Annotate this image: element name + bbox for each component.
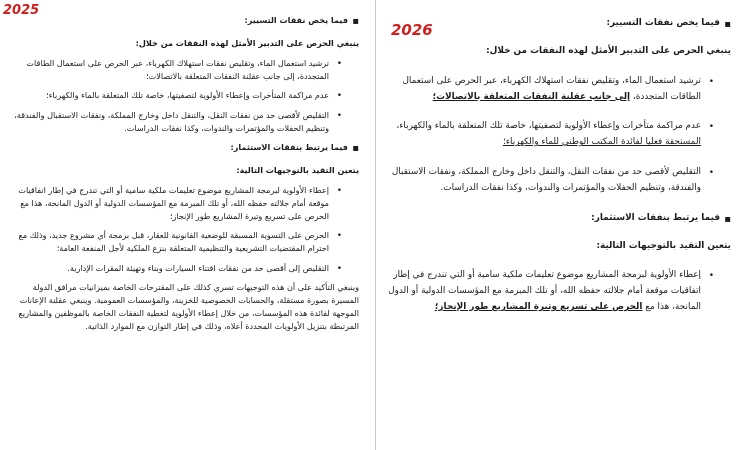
list-item <box>388 119 701 151</box>
investment-expenses-list <box>388 268 731 316</box>
added-text: الحرص على تسريع وتيرة المشاريع طور الإنجاز؛ <box>434 302 643 313</box>
investment-expenses-heading: ▪ فيما يرتبط بنفقات الاستثمار: <box>388 211 731 227</box>
year-label-2026: 2026 <box>391 21 433 39</box>
list-item: • التقليص لأقصى حد من نفقات النقل، والتنقل داخل وخارج المملكة، ونفقات الاستقبال والفندقة، وتنظيم الحفلات والمؤتمرات والندوات، وكذا نفقات الدراسات. <box>388 165 701 197</box>
investment-expenses-intro: يتعين التقيد بالتوجيهات التالية: <box>236 164 359 175</box>
investment-expenses-list <box>10 184 359 275</box>
item-text: إعطاء الأولوية لبرمجة المشاريع موضوع تعليمات ملكية سامية أو التي تندرج في إطار اتفاقيات موقعة أمام جلالته حفظه الله، أو تلك المبرمة مع المؤسسات الدولية أو الدول المانحة، هذا مع <box>388 270 701 313</box>
operating-expenses-heading: ▪ فيما يخص نفقات التسيير: <box>10 14 359 27</box>
list-item: • ترشيد استعمال الماء، وتقليص نفقات استهلاك الكهرباء، عبر الحرص على استعمال الطاقات المتجددة، إلى جانب عقلنة النفقات المتعلقة بالاتصالات؛ <box>10 57 329 83</box>
investment-expenses-heading: ▪ فيما يرتبط بنفقات الاستثمار: <box>10 141 359 154</box>
list-item: • الحرص على التسوية المسبقة للوضعية القانونية للعقار، قبل برمجة أي مشروع جديد، وذلك مع احترام المقتضيات التشريعية والتنظيمية المتعلقة بنزع الملكية لأجل المنفعة العامة؛ <box>10 229 329 255</box>
item-text: عدم مراكمة متأخرات وإعطاء الأولوية لتصفيتها، خاصة تلك المتعلقة بالماء والكهرباء، <box>396 121 701 132</box>
operating-expenses-list <box>10 57 359 135</box>
added-text: المستحقة فعليا لفائدة المكتب الوطني للماء والكهرباء؛ <box>503 137 701 148</box>
list-item: • التقليص لأقصى حد من نفقات النقل، والتنقل داخل وخارج المملكة، ونفقات الاستقبال والفندقة، وتنظيم الحفلات والمؤتمرات والندوات، وكذا نفقات الدراسات. <box>10 109 329 135</box>
document-2026 <box>380 0 745 450</box>
list-item: • عدم مراكمة المتأخرات وإعطاء الأولوية لتصفيتها، خاصة تلك المتعلقة بالماء والكهرباء؛ <box>10 89 329 102</box>
item-text: ترشيد استعمال الماء، وتقليص نفقات استهلاك الكهرباء، عبر الحرص على استعمال الطاقات المتجددة، <box>402 75 701 102</box>
list-item: • إعطاء الأولوية لبرمجة المشاريع موضوع تعليمات ملكية سامية أو التي تندرج في إطار اتفاقيات موقعة أمام جلالته حفظه الله، أو تلك المبرمة مع المؤسسات الدولية أو الدول المانحة، هذا مع الحرص على تسريع وتيرة المشاريع طور الإنجاز؛ <box>10 184 329 223</box>
list-item <box>388 268 701 316</box>
investment-expenses-intro: يتعين التقيد بالتوجيهات التالية: <box>596 240 731 251</box>
operating-expenses-intro: ينبغي الحرص على التدبير الأمثل لهذه النفقات من خلال: <box>135 38 359 49</box>
operating-expenses-heading: ▪ فيما يخص نفقات التسيير: <box>388 16 731 32</box>
list-item: • التقليص إلى أقصى حد من نفقات اقتناء السيارات وبناء وتهيئة المقرات الإدارية. <box>10 262 329 275</box>
operating-expenses-intro: ينبغي الحرص على التدبير الأمثل لهذه النفقات من خلال: <box>486 45 731 56</box>
list-item <box>388 74 701 106</box>
closing-paragraph: وينبغي التأكيد على أن هذه التوجيهات تسري كذلك على المقترحات الخاصة بميزانيات مرافق الدولة المسيرة بصورة مستقلة، والحسابات الخصوصية للخزينة، والمؤسسات العمومية. وينبغي عقلنة الإعانات الموجهة لفائدة هذه المؤسسات، من خلال إعطاء الأولوية لتغطية النفقات الخاصة بالموظفين والمشاريع المرتبطة بتنزيل الأولويات المحددة أعلاه، وذلك في إطار التوازن مع الموارد الذاتية. <box>18 281 359 331</box>
added-text: إلى جانب عقلنة النفقات المتعلقة بالاتصالات؛ <box>432 91 631 102</box>
operating-expenses-list <box>388 74 731 197</box>
year-label-2025: 2025 <box>3 3 40 18</box>
panel-divider <box>375 0 376 450</box>
